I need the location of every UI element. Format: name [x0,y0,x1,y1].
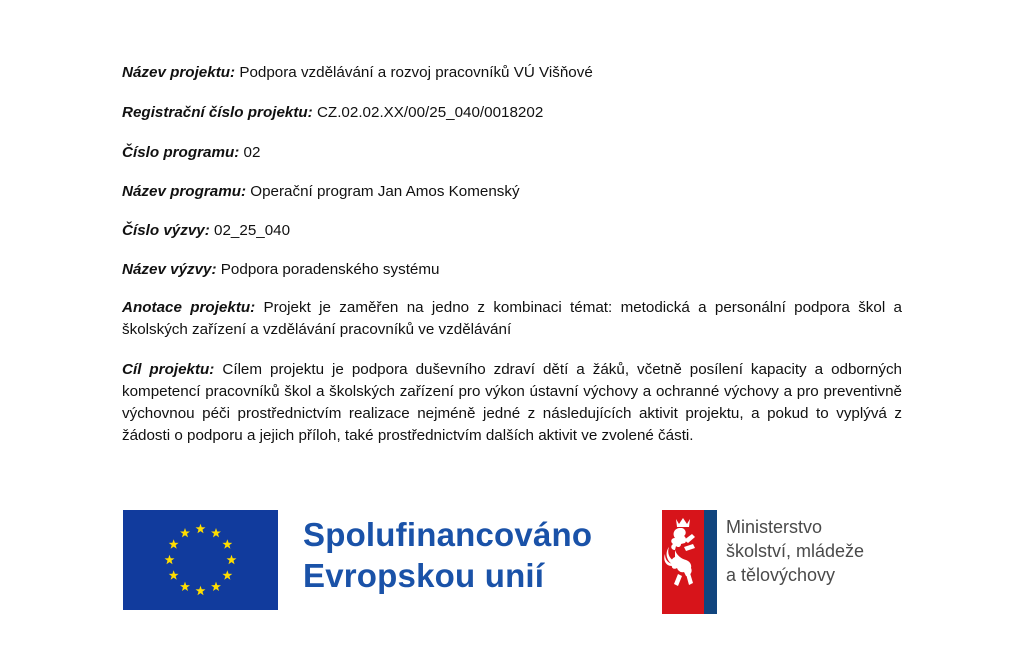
field-value: CZ.02.02.XX/00/25_040/0018202 [316,104,544,121]
field-call-name [122,259,902,281]
field-annotation [122,297,902,341]
eu-cofinanced-text [303,514,592,596]
field-project-name [122,62,902,84]
field-value: Podpora vzdělávání a rozvoj pracovníků VÚ Višňové [239,64,593,81]
msmt-text-line: školství, mládeže [726,541,865,561]
field-value: Operační program Jan Amos Komenský [250,183,520,200]
eu-star [222,539,232,548]
eu-star [227,555,237,564]
field-label: Číslo programu: [122,144,240,161]
msmt-ministry-text [726,515,864,587]
eu-star [211,582,221,591]
eu-star [169,539,179,548]
czech-lion-icon [662,510,717,614]
msmt-text-line: a tělovýchovy [726,565,836,585]
field-value: Projekt je zaměřen na jedno z kombinaci témat: metodická a personální podpora škol a školských zařízení a vzdělávání pracovníků ve vzdělávání [122,299,902,338]
eu-star [165,555,175,564]
eu-stars-icon [123,510,278,610]
field-label: Anotace projektu: [122,299,256,316]
eu-star [180,582,190,591]
eu-star [169,570,179,579]
field-label: Registrační číslo projektu: [122,104,313,121]
field-value: 02_25_040 [214,222,291,239]
eu-star [211,528,221,537]
field-label: Název programu: [122,183,247,200]
field-label: Název projektu: [122,64,236,81]
eu-flag-logo [123,510,278,610]
eu-star [196,524,206,533]
eu-text-line: Evropskou unií [303,557,545,594]
field-value: Cílem projektu je podpora duševního zdraví dětí a žáků, včetně posílení kapacity a odborných kompetencí pracovníků škol a školských zařízení pro výkon ústavní výchovy a ochranné výchovy a pro preventivně výchovnou péči prostřednictvím realizace nejméně jedné z následujících aktivit projektu, a pokud to vyplývá z žádosti o podporu a jejich příloh, také prostřednictvím dalších aktivit ve zvolené části. [122,361,902,444]
eu-star [180,528,190,537]
msmt-lion-emblem-logo [662,510,717,614]
field-registration-number [122,102,902,124]
field-value: Podpora poradenského systému [220,261,440,278]
field-value: 02 [243,144,261,161]
field-label: Název výzvy: [122,261,217,278]
field-project-goal [122,359,902,447]
eu-text-line: Spolufinancováno [303,516,593,553]
field-program-name [122,181,902,203]
msmt-text-line: Ministerstvo [726,517,823,537]
eu-star [196,586,206,595]
field-label: Cíl projektu: [122,361,215,378]
field-program-number [122,142,902,164]
eu-star [222,570,232,579]
field-call-number [122,220,902,242]
field-label: Číslo výzvy: [122,222,210,239]
